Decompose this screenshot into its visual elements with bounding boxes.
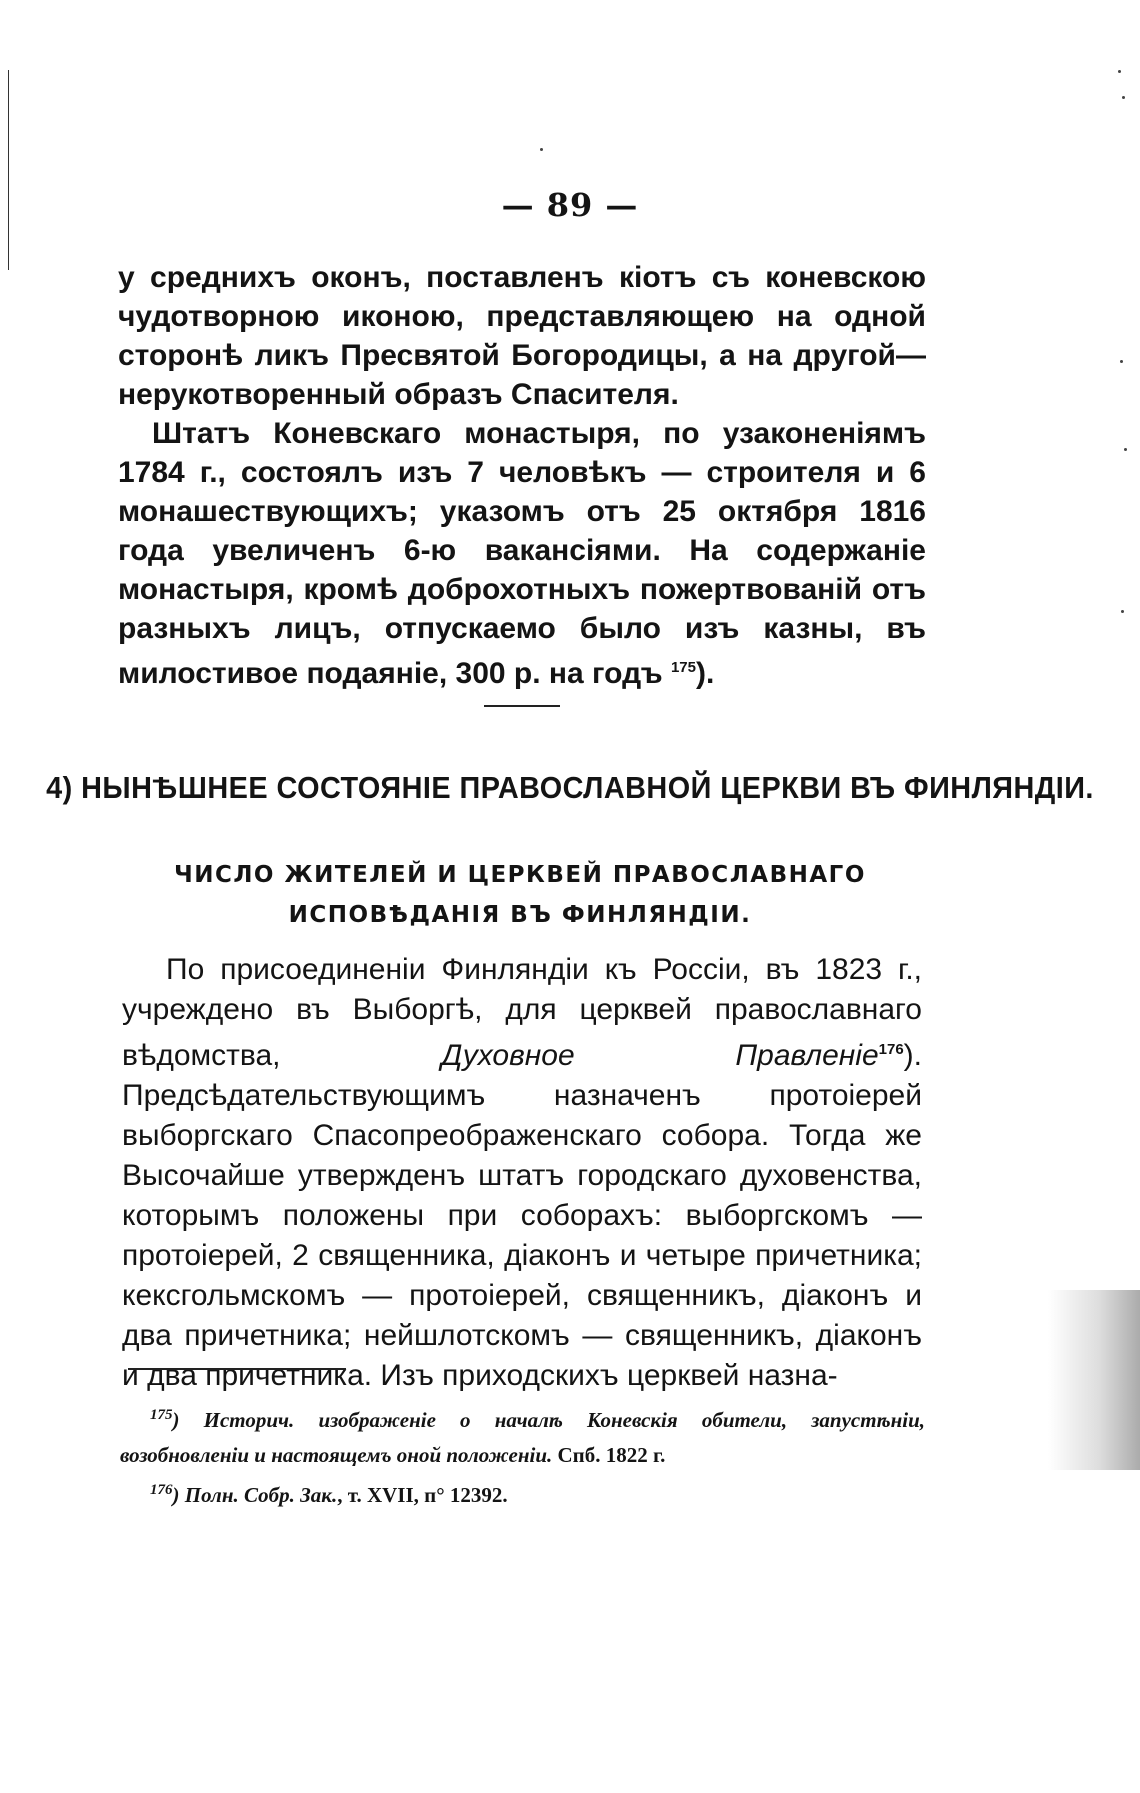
section-divider	[484, 705, 560, 707]
scan-speck	[1124, 448, 1127, 451]
scan-speck	[1118, 70, 1121, 73]
scan-margin-line	[8, 70, 9, 270]
footnote-text: ) Историч. изображеніе о началѣ Коневскія обители, запустѣніи, возобновленіи и настоящемъ оной положеніи.	[120, 1408, 925, 1467]
footnote-text-plain: , т. XVII, п° 12392.	[337, 1483, 508, 1507]
paragraph-2-tail: ).	[695, 657, 715, 690]
footnote-rule	[128, 1368, 346, 1370]
footnote-number: 176	[150, 1482, 173, 1498]
paragraph-3-part1: По присоединеніи Финляндіи къ Россіи, въ 1823 г., учреждено въ Выборгѣ, для церквей православнаго вѣдомства,	[122, 953, 922, 1072]
paragraph-2-text: Штатъ Коневскаго монастыря, по узаконеніямъ 1784 г., состоялъ изъ 7 человѣкъ — строителя и 6 монашествующихъ; указомъ отъ 25 октября 1816 года увеличенъ 6-ю вакансіями. На содержаніе монастыря, кромѣ доброхотныхъ пожертвованій отъ разныхъ лицъ, отпускаемо было изъ казны, въ милостивое подаяніе, 300 р. на годъ	[118, 417, 926, 690]
scan-shadow	[1048, 1290, 1140, 1470]
italic-term: Духовное Правленіе	[441, 1039, 879, 1072]
section-title: 4) НЫНѢШНЕЕ СОСТОЯНІЕ ПРАВОСЛАВНОЙ ЦЕРКВИ ВЪ ФИНЛЯНДІИ.	[46, 770, 1094, 805]
footnotes	[120, 1398, 925, 1513]
paragraph-1: у среднихъ оконъ, поставленъ кіотъ съ коневскою чудотворною иконою, представляющею на одной сторонѣ ликъ Пресвятой Богородицы, а на другой—нерукотворенный образъ Спасителя.	[118, 261, 926, 411]
paragraph-3-part2: ). Предсѣдательствующимъ назначенъ протоіерей выборгскаго Спасопреображенскаго собора. Тогда же Высочайше утвержденъ штатъ городскаго духовенства, которымъ положены при соборахъ: выборгскомъ — протоіерей, 2 священника, діаконъ и четыре причетника; кексгольмскомъ — протоіерей, священникъ, діаконъ и два причетника; нейшлотскомъ — священникъ, діаконъ и два причетника. Изъ приходскихъ церквей назна-	[122, 1039, 922, 1392]
footnote-ref-175: 175	[670, 659, 696, 676]
footnote-number: 175	[150, 1407, 173, 1423]
footnote-175	[120, 1398, 925, 1473]
footnote-ref-176: 176	[878, 1041, 904, 1058]
scan-speck	[540, 148, 543, 151]
footnote-text: ) Полн. Собр. Зак.	[172, 1483, 338, 1507]
scan-speck	[1122, 96, 1125, 99]
scan-speck	[1121, 610, 1124, 613]
paragraph-2	[118, 414, 926, 693]
page-number: — 89 —	[501, 186, 639, 224]
footnote-text-plain: Спб. 1822 г.	[552, 1443, 666, 1467]
paragraph-3	[122, 950, 922, 1396]
section-subheading: ЧИСЛО ЖИТЕЛЕЙ И ЦЕРКВЕЙ ПРАВОСЛАВНАГО ИСПОВѢДАНІЯ ВЪ ФИНЛЯНДІИ.	[174, 862, 866, 928]
scan-speck	[1120, 360, 1123, 363]
footnote-176	[120, 1473, 925, 1513]
